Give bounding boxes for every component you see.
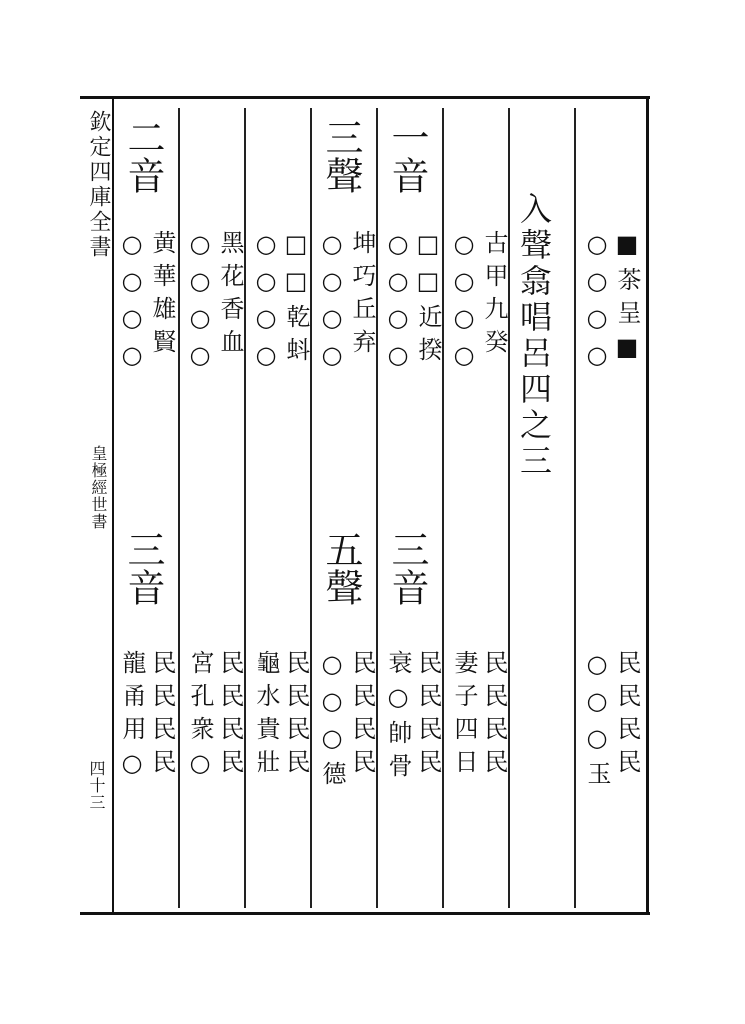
- char-line: 妻子四日: [450, 650, 478, 782]
- column-c0-lower: [585, 650, 639, 794]
- column-header: 三聲: [319, 118, 363, 194]
- char-line: 民民民民: [282, 650, 310, 782]
- circle-line: ○○○○: [252, 230, 280, 378]
- char-line: ○○○玉: [583, 650, 611, 794]
- char-line: □□近揆: [414, 230, 442, 370]
- column-divider: [574, 108, 576, 908]
- column-c4-lower: [320, 650, 374, 794]
- char-line: □□乾蚪: [282, 230, 310, 370]
- column-c2-lower: [452, 650, 506, 782]
- circle-line: ○○○○: [450, 230, 478, 378]
- char-line: 龜水貴壯: [252, 650, 280, 782]
- char-line: 坤巧丘弃: [348, 230, 376, 362]
- char-line: ○○○德: [318, 650, 346, 794]
- left-border: [112, 96, 114, 915]
- char-line: 古甲九癸: [480, 230, 508, 362]
- margin-section: 皇極經世書: [89, 445, 108, 530]
- char-line: ■茶呈■: [613, 230, 641, 370]
- column-c7-lower: [120, 650, 174, 786]
- char-line: 龍甬用○: [118, 650, 146, 786]
- column-c7-upper: [120, 230, 174, 378]
- column-c6-upper: [188, 230, 242, 378]
- book-title: 欽定四庫全書: [86, 110, 111, 260]
- section-heading: 入聲翕唱呂四之三: [515, 192, 553, 480]
- right-border: [646, 96, 649, 915]
- column-divider: [508, 108, 510, 908]
- top-border: [80, 96, 650, 99]
- circle-line: ○○○○: [583, 230, 611, 378]
- char-line: 民民民民: [480, 650, 508, 782]
- column-c0-upper: [585, 230, 639, 378]
- column-c3-upper: [386, 230, 440, 378]
- circle-line: ○○○○: [186, 230, 214, 378]
- char-line: 衰○帥骨: [384, 650, 412, 786]
- column-header: 二音: [121, 118, 165, 194]
- char-line: 民民民民: [348, 650, 376, 782]
- column-c6-lower: [188, 650, 242, 786]
- column-c2-upper: [452, 230, 506, 378]
- column-divider: [376, 108, 378, 908]
- char-line: 黑花香血: [216, 230, 244, 362]
- column-c4-upper: [320, 230, 374, 378]
- column-divider: [244, 108, 246, 908]
- column-header: 三音: [121, 530, 165, 606]
- char-line: 民民民民: [613, 650, 641, 782]
- column-divider: [442, 108, 444, 908]
- column-header: 三音: [385, 530, 429, 606]
- column-c3-lower: [386, 650, 440, 786]
- column-divider: [178, 108, 180, 908]
- char-line: 民民民民: [148, 650, 176, 782]
- circle-line: ○○○○: [384, 230, 412, 378]
- circle-line: ○○○○: [318, 230, 346, 378]
- column-header: 一音: [385, 118, 429, 194]
- column-c5-upper: [254, 230, 308, 378]
- char-line: 民民民民: [216, 650, 244, 782]
- column-divider: [310, 108, 312, 908]
- column-c5-lower: [254, 650, 308, 782]
- char-line: 黄華雄賢: [148, 230, 176, 362]
- char-line: 民民民民: [414, 650, 442, 782]
- char-line: 宮孔衆○: [186, 650, 214, 786]
- column-header: 五聲: [319, 530, 363, 606]
- circle-line: ○○○○: [118, 230, 146, 378]
- bottom-border: [80, 912, 650, 915]
- page-number: 四十三: [87, 760, 106, 811]
